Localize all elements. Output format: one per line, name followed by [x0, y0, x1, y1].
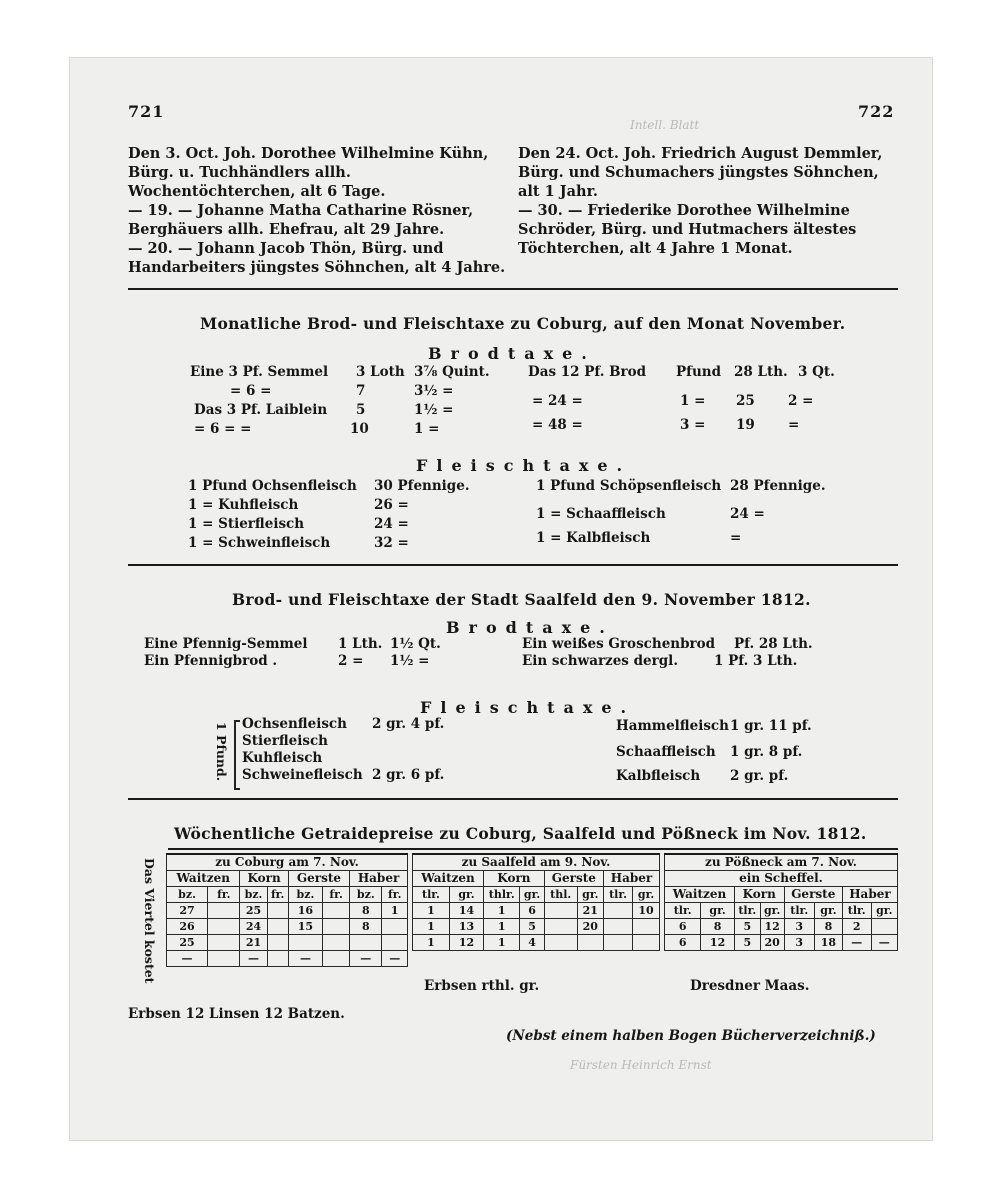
unit: gr.	[520, 887, 544, 903]
death-notice: Den 24. Oct. Joh. Friedrich August Demmler, Bürg. und Schumachers jüngstes Söhnchen, alt 1 Jahr.	[518, 145, 883, 200]
coburg-brod-item: = 6 = =	[194, 421, 252, 437]
saalfeld-meat-price: 2 gr. pf.	[730, 768, 789, 784]
coburg-brod-item: = 6 =	[230, 383, 272, 399]
viertel-label: Das Viertel kostet	[142, 858, 157, 984]
cell: 25	[240, 903, 267, 919]
cell: 1	[382, 903, 408, 919]
coburg-meat-price: 30 Pfennige.	[374, 478, 470, 494]
unit: gr.	[449, 887, 483, 903]
death-notice: Den 3. Oct. Joh. Dorothee Wilhelmine Kühn, Bürg. u. Tuchhändlers allh. Wochentöchterchen, alt 6 Tage.	[128, 145, 489, 200]
grain-table-saalfeld	[412, 853, 660, 951]
unit: gr.	[814, 903, 842, 919]
coburg-brod-weight: 7	[356, 383, 366, 399]
unit: thl.	[544, 887, 577, 903]
cell: —	[288, 951, 322, 967]
cell: 14	[449, 903, 483, 919]
coburg-meat-price: =	[730, 530, 742, 546]
cell	[382, 935, 408, 951]
saalfeld-brod-quint: 1½ =	[390, 653, 430, 669]
unit: tlr.	[784, 903, 814, 919]
divider	[128, 798, 898, 800]
dresdner-maas: Dresdner Maas.	[690, 978, 810, 994]
cell: 3	[784, 919, 814, 935]
cell: 12	[449, 935, 483, 951]
newspaper-page	[70, 58, 932, 1140]
death-notices-right	[518, 144, 898, 258]
saalfeld-brod-item: Eine Pfennig-Semmel	[144, 636, 308, 652]
cell	[323, 919, 350, 935]
unit: gr.	[633, 887, 660, 903]
cell: 10	[633, 903, 660, 919]
grain-name: Waitzen	[167, 871, 240, 887]
coburg-brod-weight: 10	[350, 421, 369, 437]
coburg-brod-quint: 3⅞ Quint.	[414, 364, 490, 380]
grain-name: Korn	[734, 887, 784, 903]
saalfeld-brod-weight: 1 Pf. 3 Lth.	[714, 653, 798, 669]
cell: 8	[701, 919, 735, 935]
table-row	[665, 919, 898, 935]
cell: —	[871, 935, 898, 951]
grain-rule	[168, 848, 898, 850]
death-notice: — 20. — Johann Jacob Thön, Bürg. und Handarbeiters jüngstes Söhnchen, alt 4 Jahre.	[128, 240, 506, 276]
unit: gr.	[760, 903, 784, 919]
cell: 1	[484, 935, 520, 951]
unit: fr.	[267, 887, 288, 903]
grain-name: Gerste	[544, 871, 603, 887]
saalfeld-meat-item: Kalbfleisch	[616, 768, 701, 784]
unit: bz.	[240, 887, 267, 903]
saalfeld-meat-item: Hammelfleisch	[616, 718, 729, 734]
cell	[544, 935, 577, 951]
cell	[208, 919, 240, 935]
saalfeld-brod-weight: 2 =	[338, 653, 364, 669]
grain-name: Waitzen	[665, 887, 735, 903]
cell: —	[240, 951, 267, 967]
cell: 5	[520, 919, 544, 935]
grain-name: Haber	[604, 871, 660, 887]
unit: bz.	[288, 887, 322, 903]
coburg-brod-pfund: 1 =	[680, 393, 706, 409]
unit: fr.	[382, 887, 408, 903]
coburg-meat-price: 32 =	[374, 535, 409, 551]
cell: —	[382, 951, 408, 967]
cell	[633, 935, 660, 951]
saalfeld-erbsen: Erbsen rthl. gr.	[424, 978, 540, 994]
saalfeld-meat-price: 2 gr. 6 pf.	[372, 767, 445, 783]
coburg-brod-item: Eine 3 Pf. Semmel	[190, 364, 329, 380]
saalfeld-brod-item: Ein schwarzes dergl.	[522, 653, 679, 669]
cell: —	[167, 951, 208, 967]
grain-name: Waitzen	[413, 871, 484, 887]
grain-subhead: ein Scheffel.	[665, 871, 898, 887]
cell: 13	[449, 919, 483, 935]
cell	[267, 951, 288, 967]
saalfeld-meat-item: Stierfleisch	[242, 733, 328, 749]
cell: 5	[734, 919, 760, 935]
coburg-meat-price: 24 =	[730, 506, 765, 522]
cell: 1	[484, 919, 520, 935]
cell	[544, 919, 577, 935]
table-row	[167, 919, 408, 935]
cell	[208, 951, 240, 967]
saalfeld-meat-item: Ochsenfleisch	[242, 716, 347, 732]
cell: 2	[842, 919, 871, 935]
saalfeld-meat-item: Kuhfleisch	[242, 750, 323, 766]
unit: fr.	[208, 887, 240, 903]
cell	[208, 935, 240, 951]
coburg-brod-title: Brodtaxe.	[428, 344, 596, 363]
cell	[604, 903, 633, 919]
saalfeld-meat-item: Schweinefleisch	[242, 767, 363, 783]
cell	[871, 919, 898, 935]
cell: 21	[240, 935, 267, 951]
cell: 16	[288, 903, 322, 919]
cell	[382, 919, 408, 935]
saalfeld-brod-quint: 1½ Qt.	[390, 636, 441, 652]
cell: 8	[350, 919, 382, 935]
bleed-through-text: Intell. Blatt	[630, 118, 700, 132]
cell: 5	[734, 935, 760, 951]
coburg-brod-item: = 48 =	[532, 417, 583, 433]
unit: bz.	[167, 887, 208, 903]
coburg-meat-item: 1 Pfund Schöpsenfleisch	[536, 478, 722, 494]
cell: 15	[288, 919, 322, 935]
grain-name: Haber	[842, 887, 897, 903]
table-row	[413, 919, 660, 935]
saalfeld-brod-item: Ein Pfennigbrod .	[144, 653, 278, 669]
cell	[604, 935, 633, 951]
cell	[267, 935, 288, 951]
coburg-meat-item: 1 = Stierfleisch	[188, 516, 305, 532]
coburg-meat-item: 1 = Schaaffleisch	[536, 506, 666, 522]
footnote: (Nebst einem halben Bogen Bücherverzeichniß.)	[506, 1028, 876, 1044]
coburg-brod-loth: 25	[736, 393, 755, 409]
coburg-fleisch-title: Fleischtaxe.	[416, 456, 632, 475]
grain-name: Haber	[350, 871, 408, 887]
saalfeld-title: Brod- und Fleischtaxe der Stadt Saalfeld den 9. November 1812.	[232, 590, 811, 609]
cell	[323, 951, 350, 967]
coburg-brod-quint: 2 =	[788, 393, 814, 409]
table-row	[413, 903, 660, 919]
unit: tlr.	[665, 903, 701, 919]
cell: 18	[814, 935, 842, 951]
saalfeld-brod-item: Ein weißes Groschenbrod	[522, 636, 716, 652]
cell: 4	[520, 935, 544, 951]
coburg-meat-item: 1 = Kalbfleisch	[536, 530, 651, 546]
grain-name: Gerste	[288, 871, 349, 887]
pfund-brace	[234, 720, 240, 790]
saalfeld-meat-price: 1 gr. 11 pf.	[730, 718, 812, 734]
page-number-left: 721	[128, 102, 165, 121]
table-row	[167, 951, 408, 967]
cell	[633, 919, 660, 935]
cell: 1	[413, 919, 450, 935]
table-row	[665, 935, 898, 951]
unit: gr.	[871, 903, 898, 919]
coburg-meat-item: 1 Pfund Ochsenfleisch	[188, 478, 357, 494]
cell	[577, 935, 603, 951]
cell: 8	[814, 919, 842, 935]
coburg-brod-pfund: 3 =	[680, 417, 706, 433]
unit: tlr.	[604, 887, 633, 903]
grain-head: zu Coburg am 7. Nov.	[167, 854, 408, 871]
coburg-erbsen: Erbsen 12 Linsen 12 Batzen.	[128, 1006, 345, 1022]
saalfeld-meat-price: 2 gr. 4 pf.	[372, 716, 445, 732]
cell: 21	[577, 903, 603, 919]
cell: 12	[701, 935, 735, 951]
coburg-meat-price: 26 =	[374, 497, 409, 513]
cell	[267, 903, 288, 919]
unit: thlr.	[484, 887, 520, 903]
cell: 20	[760, 935, 784, 951]
saalfeld-meat-price: 1 gr. 8 pf.	[730, 744, 803, 760]
cell: 25	[167, 935, 208, 951]
grain-head: zu Saalfeld am 9. Nov.	[413, 854, 660, 871]
cell: 20	[577, 919, 603, 935]
table-row	[413, 935, 660, 951]
coburg-brod-quint: =	[788, 417, 800, 433]
coburg-brod-pfund: Pfund	[676, 364, 722, 380]
grain-name: Gerste	[784, 887, 842, 903]
coburg-brod-loth: 19	[736, 417, 755, 433]
grain-table-poessneck	[664, 853, 898, 951]
grain-name: Korn	[240, 871, 288, 887]
cell: 1	[413, 935, 450, 951]
unit: fr.	[323, 887, 350, 903]
coburg-brod-quint: 1½ =	[414, 402, 454, 418]
unit: tlr.	[413, 887, 450, 903]
saalfeld-meat-item: Schaaffleisch	[616, 744, 716, 760]
unit: tlr.	[734, 903, 760, 919]
cell: —	[842, 935, 871, 951]
cell: 12	[760, 919, 784, 935]
pfund-label: 1 Pfund.	[214, 722, 229, 782]
unit: tlr.	[842, 903, 871, 919]
cell	[544, 903, 577, 919]
coburg-brod-quint: 1 =	[414, 421, 440, 437]
coburg-brod-item: = 24 =	[532, 393, 583, 409]
unit: gr.	[577, 887, 603, 903]
cell	[267, 919, 288, 935]
cell: 6	[665, 935, 701, 951]
saalfeld-brod-weight: Pf. 28 Lth.	[734, 636, 813, 652]
cell: 24	[240, 919, 267, 935]
grain-title: Wöchentliche Getraidepreise zu Coburg, Saalfeld und Pößneck im Nov. 1812.	[174, 824, 867, 843]
cell: 1	[484, 903, 520, 919]
coburg-meat-item: 1 = Kuhfleisch	[188, 497, 299, 513]
coburg-brod-weight: 3 Loth	[356, 364, 405, 380]
cell: 27	[167, 903, 208, 919]
coburg-meat-item: 1 = Schweinfleisch	[188, 535, 331, 551]
coburg-brod-quint: 3½ =	[414, 383, 454, 399]
page-number-right: 722	[858, 102, 895, 121]
saalfeld-brod-title: Brodtaxe.	[446, 618, 614, 637]
coburg-brod-item: Das 12 Pf. Brod	[528, 364, 647, 380]
divider	[128, 288, 898, 290]
cell	[208, 903, 240, 919]
table-row	[167, 935, 408, 951]
grain-name: Korn	[484, 871, 545, 887]
grain-table-coburg	[166, 853, 408, 967]
death-notice: — 30. — Friederike Dorothee Wilhelmine Schröder, Bürg. und Hutmachers ältestes Töchterchen, alt 4 Jahre 1 Monat.	[518, 202, 857, 257]
coburg-title: Monatliche Brod- und Fleischtaxe zu Coburg, auf den Monat November.	[200, 314, 846, 333]
table-row	[167, 903, 408, 919]
coburg-brod-loth: 28 Lth.	[734, 364, 788, 380]
unit: bz.	[350, 887, 382, 903]
cell: 26	[167, 919, 208, 935]
cell: 6	[520, 903, 544, 919]
cell: 3	[784, 935, 814, 951]
cell	[604, 919, 633, 935]
cell	[288, 935, 322, 951]
cell	[350, 935, 382, 951]
coburg-brod-weight: 5	[356, 402, 366, 418]
unit: gr.	[701, 903, 735, 919]
death-notice: — 19. — Johanne Matha Catharine Rösner, Berghäuers allh. Ehefrau, alt 29 Jahre.	[128, 202, 474, 238]
bleed-through-text: Fürsten Heinrich Ernst	[570, 1058, 712, 1072]
saalfeld-fleisch-title: Fleischtaxe.	[420, 698, 636, 717]
cell	[323, 903, 350, 919]
divider	[128, 564, 898, 566]
cell: 6	[665, 919, 701, 935]
grain-head: zu Pößneck am 7. Nov.	[665, 854, 898, 871]
cell	[323, 935, 350, 951]
cell: 8	[350, 903, 382, 919]
coburg-meat-price: 28 Pfennige.	[730, 478, 826, 494]
coburg-brod-item: Das 3 Pf. Laiblein	[194, 402, 328, 418]
cell: 1	[413, 903, 450, 919]
coburg-brod-quint: 3 Qt.	[798, 364, 835, 380]
coburg-meat-price: 24 =	[374, 516, 409, 532]
cell: —	[350, 951, 382, 967]
death-notices-left	[128, 144, 508, 277]
saalfeld-brod-weight: 1 Lth.	[338, 636, 383, 652]
